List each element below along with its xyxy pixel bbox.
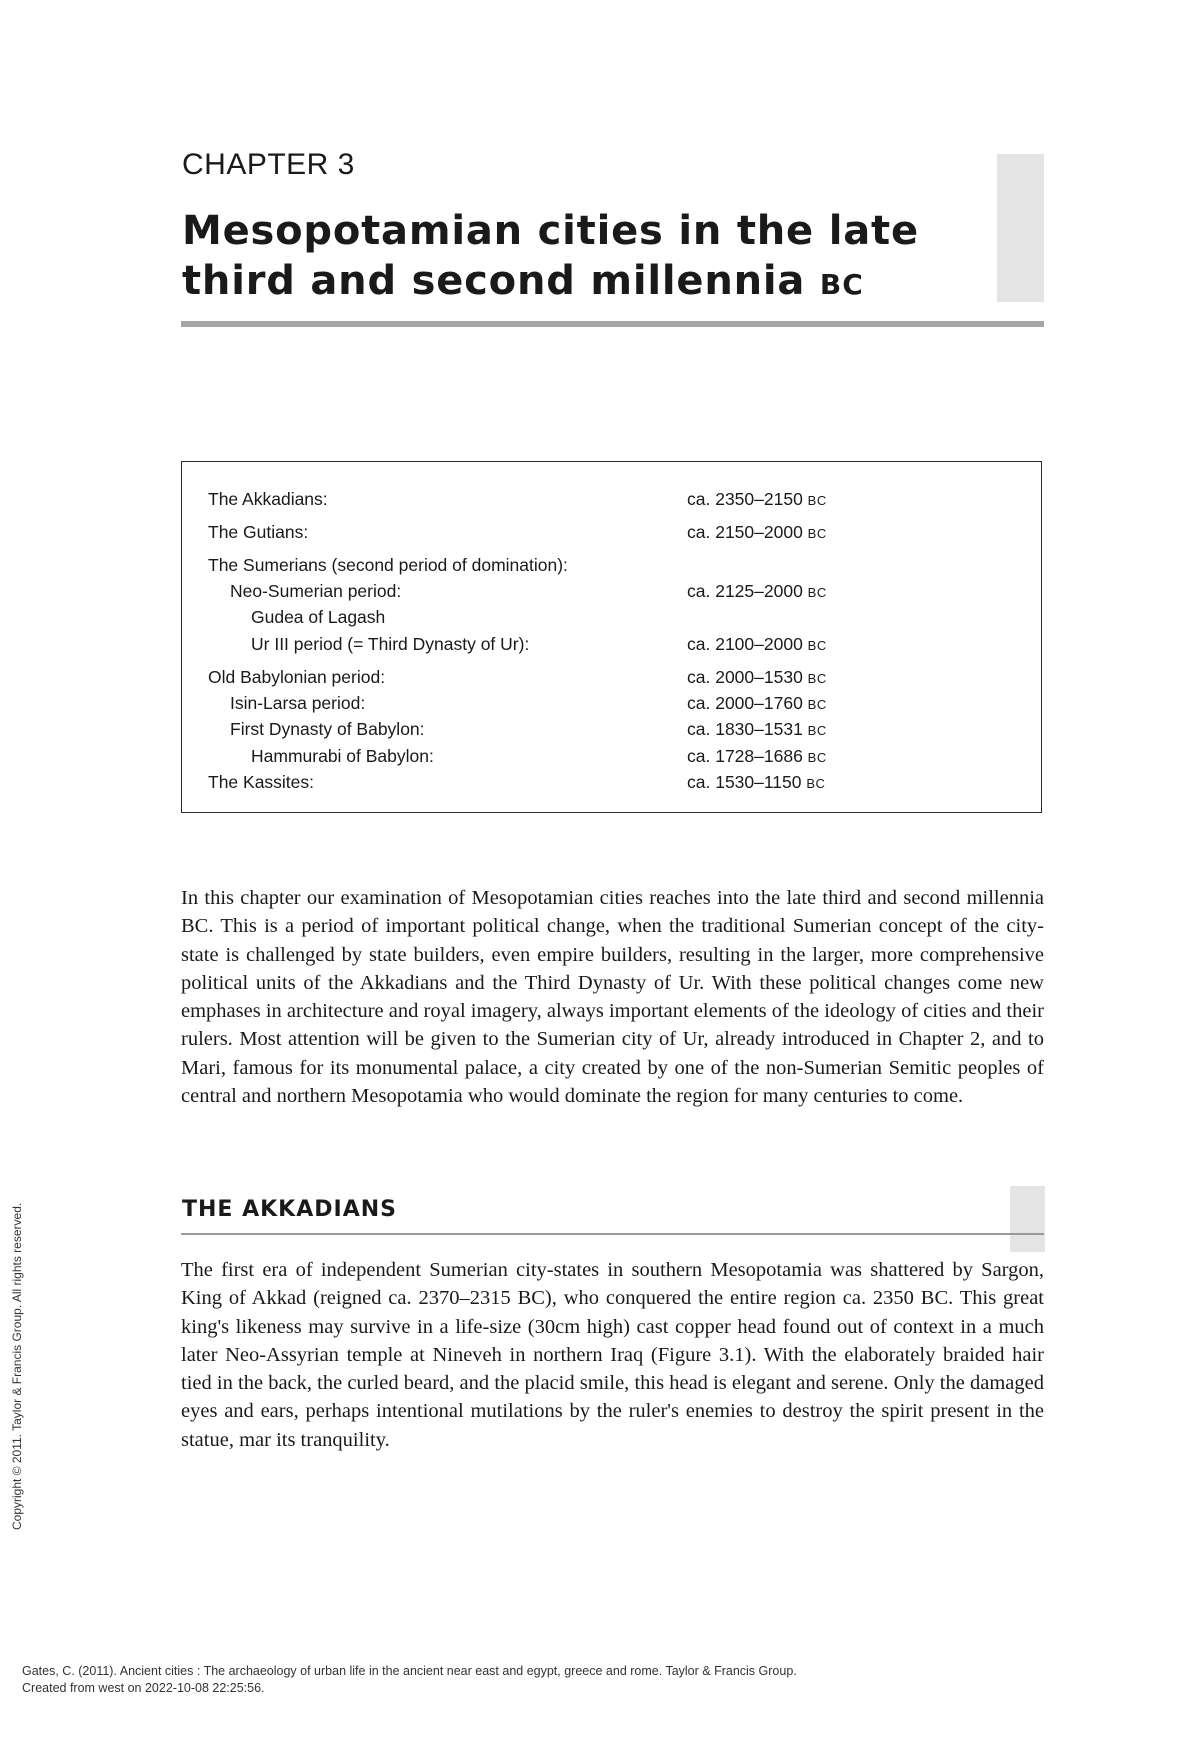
section-heading: THE AKKADIANS [182,1197,397,1222]
chronology-label: Hammurabi of Babylon: [251,746,434,766]
footer-created: Created from west on 2022-10-08 22:25:56. [22,1681,265,1695]
intro-paragraph: In this chapter our examination of Mesopotamian cities reaches into the late third and second millennia BC. This is a period of important political change, when the traditional Sumerian concept of the city-state is challenged by state builders, even empire builders, resulting in the larger, more comprehensive political units of the Akkadians and the Third Dynasty of Ur. With these political changes come new emphases in architecture and royal imagery, always important elements of the ideology of cities and their rulers. Most attention will be given to the Sumerian city of Ur, already introduced in Chapter 2, and to Mari, famous for its monumental palace, a city created by one of the non-Sumerian Semitic peoples of central and northern Mesopotamia who would dominate the region for many centuries to come. [181,887,1044,1108]
chronology-date [687,667,827,688]
footer-citation: Gates, C. (2011). Ancient cities : The archaeology of urban life in the ancient near east and egypt, greece and rome. Taylor & Francis Group. [22,1664,797,1678]
side-copyright-notice: Copyright © 2011. Taylor & Francis Group. All rights reserved. [10,1202,24,1530]
chronology-date [687,693,827,714]
chronology-label: The Sumerians (second period of domination): [208,555,568,575]
chronology-label: The Akkadians: [208,489,328,509]
chronology-box [181,461,1042,813]
chronology-date-era: BC [807,585,827,600]
chronology-date-value: ca. 2125–2000 [687,581,808,601]
chronology-date-value: ca. 2150–2000 [687,522,808,542]
chronology-date-value: ca. 2000–1760 [687,693,808,713]
chronology-date-era: BC [807,750,827,765]
chronology-date-era: BC [807,526,827,541]
chronology-label: Gudea of Lagash [251,607,386,627]
chronology-date-value: ca. 1728–1686 [687,746,808,766]
chronology-date-value: ca. 2100–2000 [687,634,808,654]
chronology-date-value: ca. 1530–1150 [687,772,807,792]
chapter-thumb-tab [997,154,1044,302]
chronology-date-era: BC [807,493,827,508]
chronology-date-era: BC [807,723,827,738]
chronology-date [687,634,827,655]
chronology-label: First Dynasty of Babylon: [230,719,425,739]
chronology-date [687,581,827,602]
chronology-date-era: BC [807,638,827,653]
chronology-date-era: BC [807,697,827,712]
chapter-label: CHAPTER 3 [182,148,355,181]
chapter-title-era: BC [819,268,864,301]
section-rule [181,1233,1044,1235]
chapter-title [182,206,942,310]
chronology-date-era: BC [806,776,826,791]
chronology-label: Old Babylonian period: [208,667,386,687]
chronology-date-era: BC [807,671,827,686]
chronology-label: Isin-Larsa period: [230,693,366,713]
chronology-date-value: ca. 2000–1530 [687,667,808,687]
section-paragraph: The first era of independent Sumerian city-states in southern Mesopotamia was shattered by Sargon, King of Akkad (reigned ca. 2370–2315 BC), who conquered the entire region ca. 2350 BC. This great king's likeness may survive in a life-size (30cm high) cast copper head found out of context in a much later Neo-Assyrian temple at Nineveh in northern Iraq (Figure 3.1). With the elaborately braided hair tied in the back, the curled beard, and the placid smile, this head is elegant and serene. Only the damaged eyes and ears, perhaps intentional mutilations by the ruler's enemies to destroy the spirit present in the statue, mar its tranquility. [181,1259,1044,1451]
chronology-label: Ur III period (= Third Dynasty of Ur): [251,634,530,654]
chronology-date [687,772,825,793]
chronology-label: The Kassites: [208,772,315,792]
section-thumb-tab [1010,1186,1045,1252]
chapter-title-main: Mesopotamian cities in the late third and second millennia [182,208,919,304]
chronology-label: The Gutians: [208,522,309,542]
chronology-label: Neo-Sumerian period: [230,581,402,601]
chronology-date [687,719,827,740]
chronology-date [687,522,827,543]
chronology-date [687,489,827,510]
chapter-title-rule [181,321,1044,327]
chronology-date-value: ca. 2350–2150 [687,489,808,509]
chronology-date-value: ca. 1830–1531 [687,719,808,739]
chronology-date [687,746,827,767]
